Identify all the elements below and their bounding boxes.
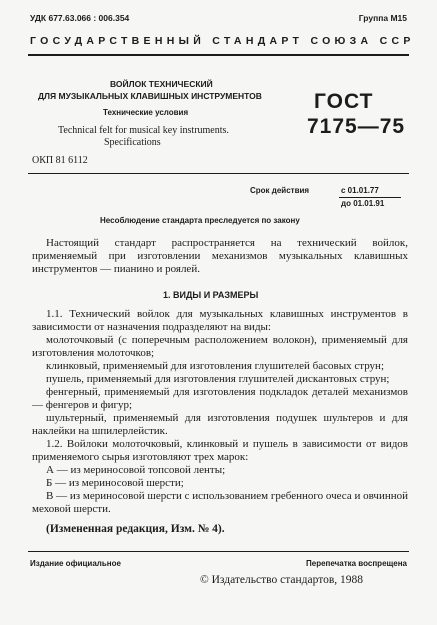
subtitle: Технические условия — [103, 108, 189, 117]
official-edition: Издание официальное — [30, 559, 121, 568]
noncompliance-notice: Несоблюдение стандарта преследуется по закону — [100, 216, 300, 225]
gost-label: ГОСТ — [314, 90, 374, 113]
header-rule — [28, 54, 409, 56]
validity-label: Срок действия — [250, 186, 310, 195]
type-pushel: пушель, применяемый для изготовления глушителей дискантовых струн; — [46, 373, 390, 385]
okp-code: ОКП 81 6112 — [32, 155, 88, 166]
type-fengerny: фенгерный, применяемый для изготовления подкладок деталей механизмов — фенгеров и фигур; — [32, 386, 408, 411]
gost-number: 7175—75 — [307, 115, 406, 138]
validity-from: с 01.01.77 — [341, 186, 379, 195]
reprint-prohibited: Перепечатка воспрещена — [306, 559, 407, 568]
section-1-heading: 1. ВИДЫ И РАЗМЕРЫ — [163, 290, 259, 300]
group-code: Группа М15 — [358, 13, 407, 23]
validity-to: до 01.01.91 — [341, 199, 385, 208]
footer-rule — [28, 551, 409, 552]
copyright: © Издательство стандартов, 1988 — [200, 574, 364, 586]
state-standard-banner: ГОСУДАРСТВЕННЫЙ СТАНДАРТ СОЮЗА ССР — [30, 35, 415, 47]
revision-note: (Измененная редакция, Изм. № 4). — [46, 523, 225, 535]
title-line-1: ВОЙЛОК ТЕХНИЧЕСКИЙ — [110, 79, 213, 89]
validity-divider — [339, 197, 401, 198]
grade-b: Б — из мериносовой шерсти; — [46, 477, 184, 489]
title-line-2: ДЛЯ МУЗЫКАЛЬНЫХ КЛАВИШНЫХ ИНСТРУМЕНТОВ — [38, 91, 262, 101]
grade-a: А — из мериносовой топсовой ленты; — [46, 464, 226, 476]
clause-1-2: 1.2. Войлоки молоточковый, клинковый и пушель в зависимости от видов применяемого сырья изготовляют трех марок: — [32, 438, 408, 463]
okp-rule — [28, 173, 409, 174]
type-molotochkovy: молоточковый (с поперечным расположением волокон), применяемый для изготовления молоточков; — [32, 334, 408, 359]
intro-paragraph: Настоящий стандарт распространяется на технический войлок, применяемый при изготовлении механизмов музыкальных клавишных инструментов — пианино и роялей. — [32, 237, 408, 275]
grade-v: В — из мериносовой шерсти с использованием гребенного очеса и овчинной меховой шерсти. — [32, 490, 408, 515]
type-shultern: шультерный, применяемый для изготовления подушек шультеров и для наклейки на шпилерлейстик. — [32, 412, 408, 437]
section-1-body — [32, 308, 408, 516]
clause-1-1: 1.1. Технический войлок для музыкальных клавишных инструментов в зависимости от назначения подразделяют на виды: — [32, 308, 408, 333]
english-title-line-1: Technical felt for musical key instruments. — [58, 125, 229, 136]
english-title-line-2: Specifications — [104, 137, 161, 148]
udk-code: УДК 677.63.066 : 006.354 — [30, 13, 130, 23]
type-klinkovy: клинковый, применяемый для изготовления глушителей басовых струн; — [46, 360, 384, 372]
